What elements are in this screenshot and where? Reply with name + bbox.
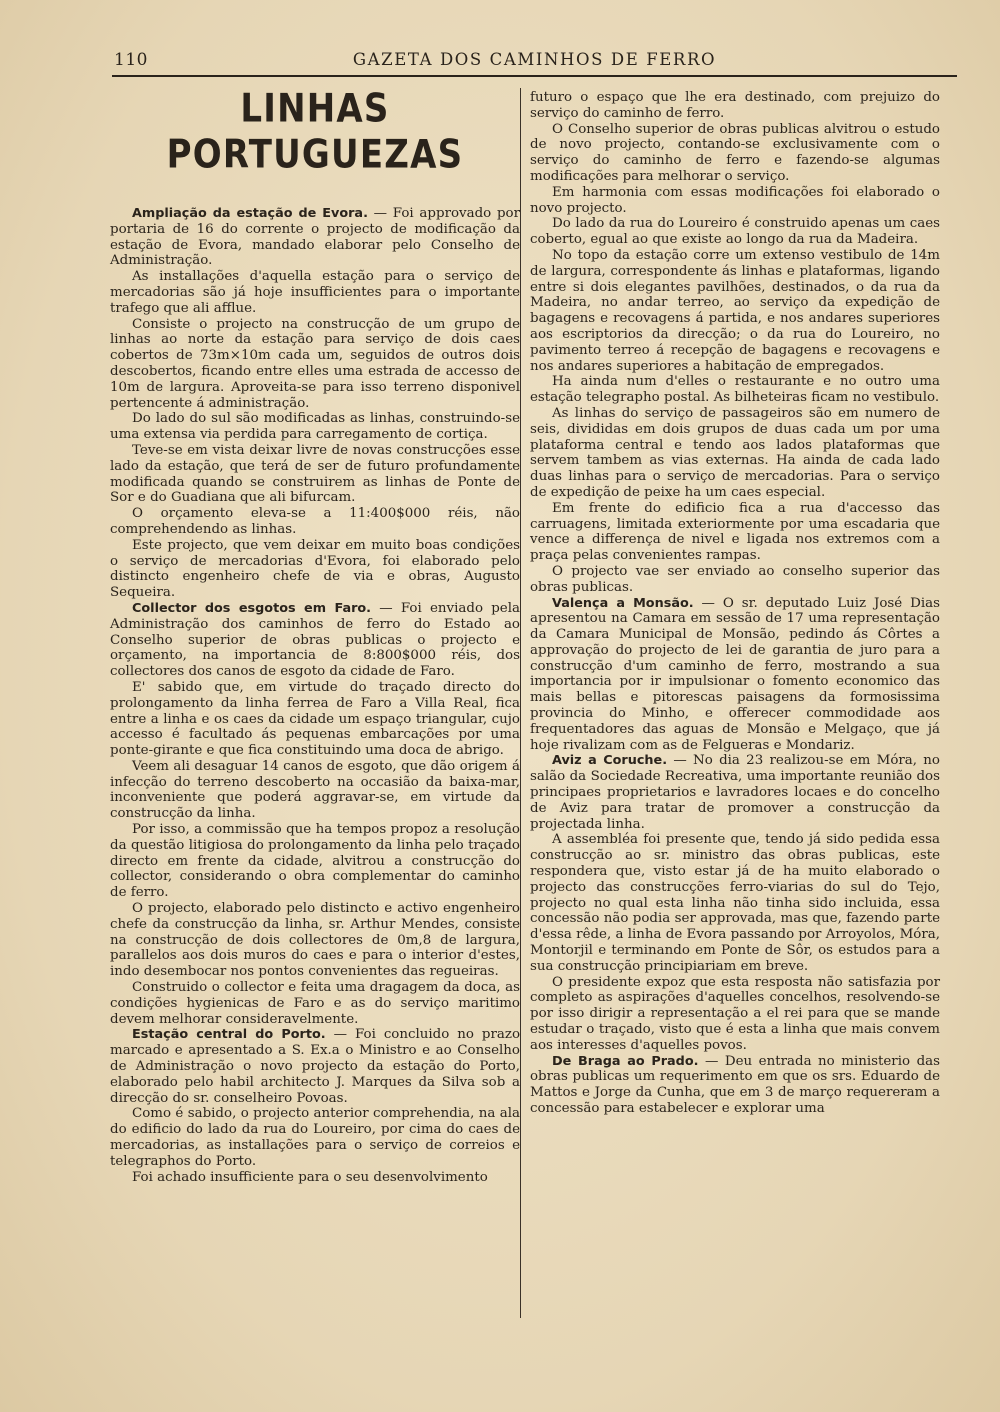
paragraph-text: Em frente do edificio fica a rua d'accesso das carruagens, limitada exteriormente por uma escadaria que vence a differença de nivel e ligada nos extremos com a praça pelas convenientes rampas. [530, 500, 940, 564]
article-heading: Estação central do Porto. [132, 1027, 326, 1043]
article-heading: Ampliação da estação de Evora. [132, 206, 368, 221]
paragraph [110, 759, 520, 822]
paragraph [530, 216, 940, 248]
paragraph-text: Veem ali desaguar 14 canos de esgoto, que dão origem á infecção do terreno descoberto na occasião da baixa-mar, inconveniente que poderá aggravar-se, em virtude da construcção da linha. [110, 758, 520, 822]
paragraph [110, 269, 520, 316]
running-title: GAZETA DOS CAMINHOS DE FERRO [352, 50, 717, 69]
paragraph-text: E' sabido que, em virtude do traçado directo do prolongamento da linha ferrea de Faro a Villa Real, fica entre a linha e os caes da cidade um espaço triangular, cujo accesso é facultado ás pequenas embarcações por uma ponte-girante e que fica constituindo uma doca de abrigo. [110, 679, 520, 759]
paragraph [530, 832, 940, 974]
paragraph [530, 1054, 940, 1117]
paragraph [110, 206, 520, 269]
paragraph [530, 374, 940, 406]
paragraph [530, 975, 940, 1054]
paragraph [530, 90, 940, 122]
paragraph [110, 1027, 520, 1106]
paragraph [110, 506, 520, 538]
paragraph [530, 406, 940, 501]
paragraph-text: Teve-se em vista deixar livre de novas construcções esse lado da estação, que terá de ser de futuro profundamente modificada quando se construirem as linhas de Ponte de Sor e do Guadiana que ali bifurcam. [110, 442, 520, 506]
paragraph [110, 538, 520, 601]
paragraph-text: — No dia 23 realizou-se em Móra, no salão da Sociedade Recreativa, uma importante reunião dos principaes proprietarios e lavradores locaes e do concelho de Aviz para tratar de promover a construcção da projectada linha. [530, 753, 940, 832]
paragraph-text: As linhas do serviço de passageiros são em numero de seis, divididas em dois grupos de duas cada um por uma plataforma central e tendo aos lados plataformas que servem tambem as vias externas. Ha ainda de cada lado duas linhas para o serviço de mercadorias. Para o serviço de expedição de peixe ha um caes especial. [530, 405, 940, 500]
paragraph [530, 185, 940, 217]
paragraph-text: Este projecto, que vem deixar em muito boas condições o serviço de mercadorias d'Evora, foi elaborado pelo distincto engenheiro chefe de via e obras, Augusto Sequeira. [110, 537, 520, 601]
paragraph-text: — O sr. deputado Luiz José Dias apresentou na Camara em sessão de 17 uma representação da Camara Municipal de Monsão, pedindo ás Côrtes a approvação do projecto de lei de garantia de juro para a construcção d'um caminho de ferro, mostrando a sua importancia por ir impulsionar o fomento economico das mais bellas e pitorescas paisagens da formosissima provincia do Minho, e offerecer commodidade aos frequentadores das aguas de Monsão e Melgaço, que já hoje rivalizam com as de Felgueras e Mondariz. [530, 595, 940, 753]
paragraph-text: Em harmonia com essas modificações foi elaborado o novo projecto. [530, 184, 940, 216]
paragraph [110, 601, 520, 680]
paragraph-text: futuro o espaço que lhe era destinado, com prejuizo do serviço do caminho de ferro. [530, 90, 940, 121]
paragraph [110, 317, 520, 412]
paragraph-text: O orçamento eleva-se a 11:400$000 réis, não comprehendendo as linhas. [110, 506, 520, 537]
paragraph-text: Construido o collector e feita uma dragagem da doca, as condições hygienicas de Faro e as do serviço maritimo devem melhorar consideravelmente. [110, 980, 520, 1027]
section-title: LINHAS PORTUGUEZAS [166, 86, 464, 178]
paragraph-text: — Foi approvado por portaria de 16 do corrente o projecto de modificação da estação de Evora, mandado elaborar pelo Conselho de Administração. [110, 206, 520, 269]
paragraph-text: Do lado do sul são modificadas as linhas, construindo-se uma extensa via perdida para carregamento de cortiça. [110, 411, 520, 443]
left-column-body [110, 206, 520, 1185]
paragraph [530, 596, 940, 754]
paragraph-text: — Deu entrada no ministerio das obras publicas um requerimento em que os srs. Eduardo de Mattos e Jorge da Cunha, que em 3 de março requereram a concessão para estabelecer e explorar uma [530, 1053, 940, 1116]
right-column-body [530, 90, 940, 1117]
paragraph [110, 980, 520, 1027]
right-column [530, 90, 940, 1117]
page-number: 110 [114, 50, 148, 70]
paragraph-text: — Foi enviado pela Administração dos caminhos de ferro do Estado ao Conselho superior de obras publicas o projecto e orçamento, na importancia de 8:800$000 réis, dos collectores dos canos de esgoto da cidade de Faro. [110, 600, 520, 680]
paragraph [110, 680, 520, 759]
header-rule [112, 75, 957, 77]
paragraph [110, 822, 520, 901]
paragraph [110, 1106, 520, 1169]
paragraph [110, 901, 520, 980]
paragraph [530, 501, 940, 564]
paragraph-text: Como é sabido, o projecto anterior comprehendia, na ala do edificio do lado da rua do Loureiro, por cima do caes de mercadorias, as installações para o serviço de correios e telegraphos do Porto. [110, 1106, 520, 1169]
paragraph [110, 411, 520, 443]
paragraph-text: — Foi concluido no prazo marcado e apresentado a S. Ex.a o Ministro e ao Conselho de Administração o novo projecto da estação do Porto, elaborado pelo habil architecto J. Marques da Silva sob a direcção do sr. conselheiro Povoas. [110, 1027, 520, 1106]
article-heading: Valença a Monsão. [552, 595, 694, 611]
paragraph-text: Do lado da rua do Loureiro é construido apenas um caes coberto, egual ao que existe ao longo da rua da Madeira. [530, 216, 940, 248]
article-heading: Aviz a Coruche. [552, 753, 668, 769]
paragraph [110, 443, 520, 506]
paragraph [530, 122, 940, 185]
paragraph-text: O Conselho superior de obras publicas alvitrou o estudo de novo projecto, contando-se exclusivamente com o serviço do caminho de ferro e fazendo-se algumas modificações para melhorar o serviço. [530, 121, 940, 184]
page-header [112, 48, 957, 76]
paragraph-text: Por isso, a commissão que ha tempos propoz a resolução da questão litigiosa do prolongamento da linha pelo traçado directo em frente da cidade, alvitrou a construcção do collector, considerando o obra complementar do caminho de ferro. [110, 822, 520, 901]
left-column [110, 88, 520, 1185]
paragraph-text: A assembléa foi presente que, tendo já sido pedida essa construcção ao sr. ministro das obras publicas, este respondera que, visto estar já de ha muito elaborado o projecto das construcções ferro-viarias do sul do Tejo, projecto no qual esta linha não tinha sido incluida, essa concessão não podia ser approvada, mas que, fazendo parte d'essa rêde, a linha de Evora passando por Arroyolos, Móra, Montorjil e terminando em Ponte de Sôr, os estudos para a sua construcção principiariam em breve. [530, 832, 940, 974]
paragraph [530, 564, 940, 596]
paragraph-text: O projecto vae ser enviado ao conselho superior das obras publicas. [530, 563, 940, 595]
paragraph [110, 1170, 520, 1186]
paragraph [530, 753, 940, 832]
paragraph-text: Foi achado insufficiente para o seu desenvolvimento [132, 1169, 488, 1185]
article-heading: De Braga ao Prado. [552, 1053, 699, 1069]
paragraph-text: Consiste o projecto na construcção de um grupo de linhas ao norte da estação para serviço de dois caes cobertos de 73m×10m cada um, seguidos de outros dois descobertos, ficando entre elles uma estrada de accesso de 10m de largura. Aproveita-se para isso terreno disponivel pertencente á administração. [110, 316, 520, 411]
paragraph-text: O presidente expoz que esta resposta não satisfazia por completo as aspirações d'aquelles concelhos, resolvendo-se por isso dirigir a representação a el rei para que se mande estudar o traçado, visto que é esta a linha que mais convem aos interesses d'aquelles povos. [530, 974, 940, 1053]
paragraph-text: Ha ainda num d'elles o restaurante e no outro uma estação telegrapho postal. As bilheteiras ficam no vestibulo. [530, 374, 940, 406]
paragraph-text: As installações d'aquella estação para o serviço de mercadorias são já hoje insufficientes para o importante trafego que ali afflue. [110, 269, 520, 316]
article-heading: Collector dos esgotos em Faro. [132, 600, 372, 616]
paragraph [530, 248, 940, 374]
column-divider [520, 88, 521, 1318]
paragraph-text: No topo da estação corre um extenso vestibulo de 14m de largura, correspondente ás linhas e plataformas, ligando entre si dois elegantes pavilhões, destinados, o da rua da Madeira, no andar terreo, ao serviço da expedição de bagagens e recovagens á partida, e nos andares superiores aos escriptorios da direcção; o da rua do Loureiro, no pavimento terreo á recepção de bagagens e recovagens e nos andares superiores a habitação de empregados. [530, 247, 940, 374]
paragraph-text: O projecto, elaborado pelo distincto e activo engenheiro chefe da construcção da linha, sr. Arthur Mendes, consiste na construcção de dois collectores de 0m,8 de largura, parallelos aos dois muros do caes e para o interior d'estes, indo desembocar nos pontos convenientes das regueiras. [110, 901, 520, 980]
